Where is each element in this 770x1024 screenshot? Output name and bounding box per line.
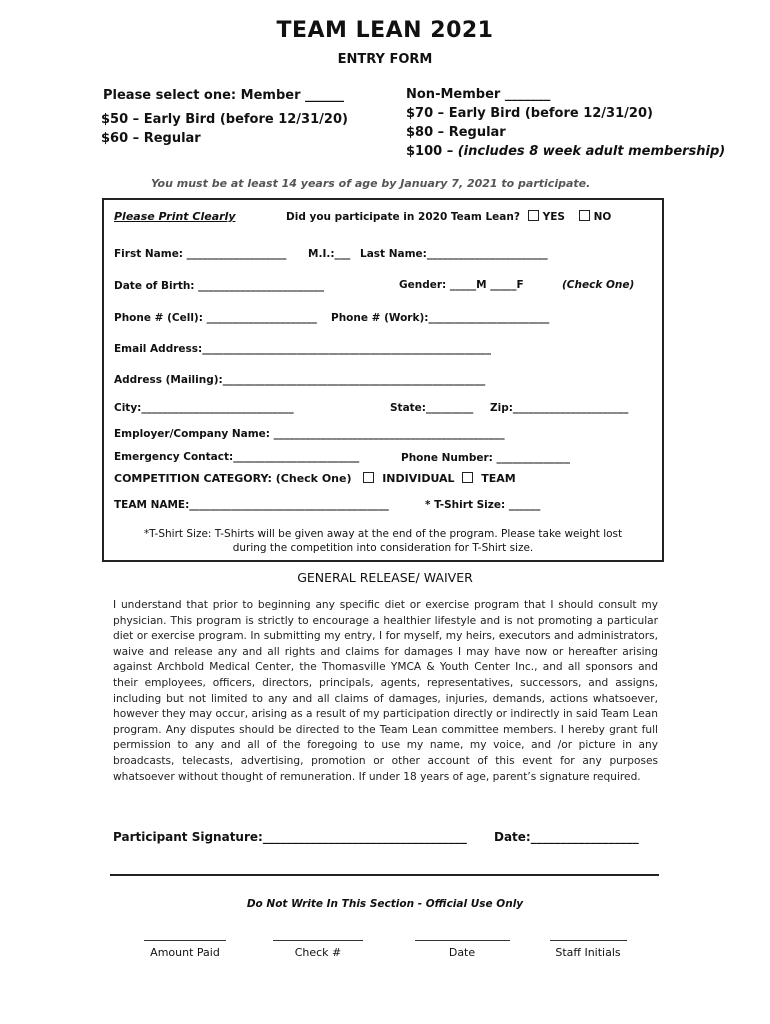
nonmember-regular: $80 – Regular — [406, 125, 506, 140]
form-title: TEAM LEAN 2021 — [276, 18, 494, 43]
team-label: TEAM — [481, 472, 516, 485]
phone-cell-field[interactable]: Phone # (Cell): _____________________ — [114, 312, 317, 324]
official-use-heading: Do Not Write In This Section - Official Use Only — [246, 898, 524, 910]
yes-label: YES — [542, 211, 565, 223]
signature-date-field[interactable]: Date:__________________ — [494, 830, 639, 844]
participated-question — [286, 210, 611, 223]
official-use-divider — [110, 874, 659, 876]
release-text: I understand that prior to beginning any specific diet or exercise program that I should consult my physician. This program is strictly to encourage a healthier lifestyle and is not promoting a particular diet or exercise program. In submitting my entry, I for myself, my heirs, executors and administrators, waive and release any and all rights and claims for damages I may have now or hereafter arising against Archbold Medical Center, the Thomasville YMCA & Youth Center Inc., and all sponsors and their employees, officers, directors, principals, agents, representatives, successors, and assigns, including but not limited to any and all claims of damages, injuries, demands, actions whatsoever, however they may occur, arising as a result of my participation directly or indirectly in said Team Lean program. Any disputes should be directed to the Team Lean committee members. I hereby grant full permission to any and all of the foregoing to use my name, my voice, and /or picture in any broadcasts, telecasts, advertising, promotion or other account of this event for any purposes whatsoever without thought of remuneration. If under 18 years of age, parent’s signature required. — [113, 599, 658, 783]
nonmember-adult-text: $100 – (includes 8 week adult membership) — [406, 144, 726, 159]
staff-initials-label: Staff Initials — [555, 946, 621, 959]
mailing-address-field[interactable]: Address (Mailing):__________________________________________________ — [114, 374, 486, 386]
date-label: Date — [448, 946, 476, 959]
individual-label: INDIVIDUAL — [382, 472, 455, 485]
member-regular: $60 – Regular — [101, 131, 201, 146]
team-name-field[interactable]: TEAM NAME:______________________________________ — [114, 499, 389, 511]
email-field[interactable]: Email Address:_______________________________________________________ — [114, 343, 491, 355]
member-early-bird: $50 – Early Bird (before 12/31/20) — [101, 112, 348, 127]
middle-initial-field[interactable]: M.I.:___ — [308, 248, 351, 260]
staff-initials-line — [550, 940, 627, 941]
form-subtitle: ENTRY FORM — [337, 52, 433, 67]
state-field[interactable]: State:_________ — [390, 402, 474, 414]
release-heading: GENERAL RELEASE/ WAIVER — [297, 570, 473, 585]
employer-field[interactable]: Employer/Company Name: ____________________________________________ — [114, 428, 505, 440]
zip-field[interactable]: Zip:______________________ — [490, 402, 629, 414]
member-select-line: Please select one: Member ______ — [103, 88, 345, 103]
emergency-contact-field[interactable]: Emergency Contact:________________________ — [114, 451, 360, 463]
team-checkbox[interactable] — [462, 472, 473, 483]
last-name-field[interactable]: Last Name:_______________________ — [360, 248, 548, 260]
participant-signature-field[interactable]: Participant Signature:__________________________________ — [113, 830, 467, 844]
date-of-birth-field[interactable]: Date of Birth: ________________________ — [114, 280, 325, 292]
date-line — [415, 940, 510, 941]
nonmember-adult-membership — [406, 144, 725, 159]
yes-checkbox[interactable] — [528, 210, 539, 221]
participated-question-text: Did you participate in 2020 Team Lean? — [286, 211, 520, 223]
competition-category-label: COMPETITION CATEGORY: (Check One) — [114, 472, 352, 485]
competition-category — [114, 472, 516, 485]
check-number-label: Check # — [294, 946, 342, 959]
age-requirement-note: You must be at least 14 years of age by January 7, 2021 to participate. — [151, 177, 591, 190]
tshirt-note-line-1: *T-Shirt Size: T-Shirts will be given away at the end of the program. Please take weight lost — [143, 528, 623, 540]
amount-paid-line — [144, 940, 226, 941]
entry-form-box — [102, 198, 664, 562]
gender-field[interactable]: Gender: _____M _____F — [399, 279, 524, 291]
print-clearly-label: Please Print Clearly — [114, 210, 236, 223]
city-field[interactable]: City:_____________________________ — [114, 402, 294, 414]
check-number-line — [273, 940, 363, 941]
gender-check-one-note: (Check One) — [562, 279, 635, 291]
tshirt-note-line-2: during the competition into consideration for T-Shirt size. — [232, 542, 534, 554]
nonmember-early-bird: $70 – Early Bird (before 12/31/20) — [406, 106, 653, 121]
amount-paid-label: Amount Paid — [150, 946, 220, 959]
phone-work-field[interactable]: Phone # (Work):_______________________ — [331, 312, 550, 324]
nonmember-select-line: Non-Member _______ — [406, 87, 551, 102]
no-checkbox[interactable] — [579, 210, 590, 221]
no-label: NO — [593, 211, 612, 223]
first-name-field[interactable]: First Name: ___________________ — [114, 248, 287, 260]
emergency-phone-field[interactable]: Phone Number: ______________ — [401, 452, 571, 464]
tshirt-size-field[interactable]: * T-Shirt Size: ______ — [425, 499, 541, 511]
individual-checkbox[interactable] — [363, 472, 374, 483]
